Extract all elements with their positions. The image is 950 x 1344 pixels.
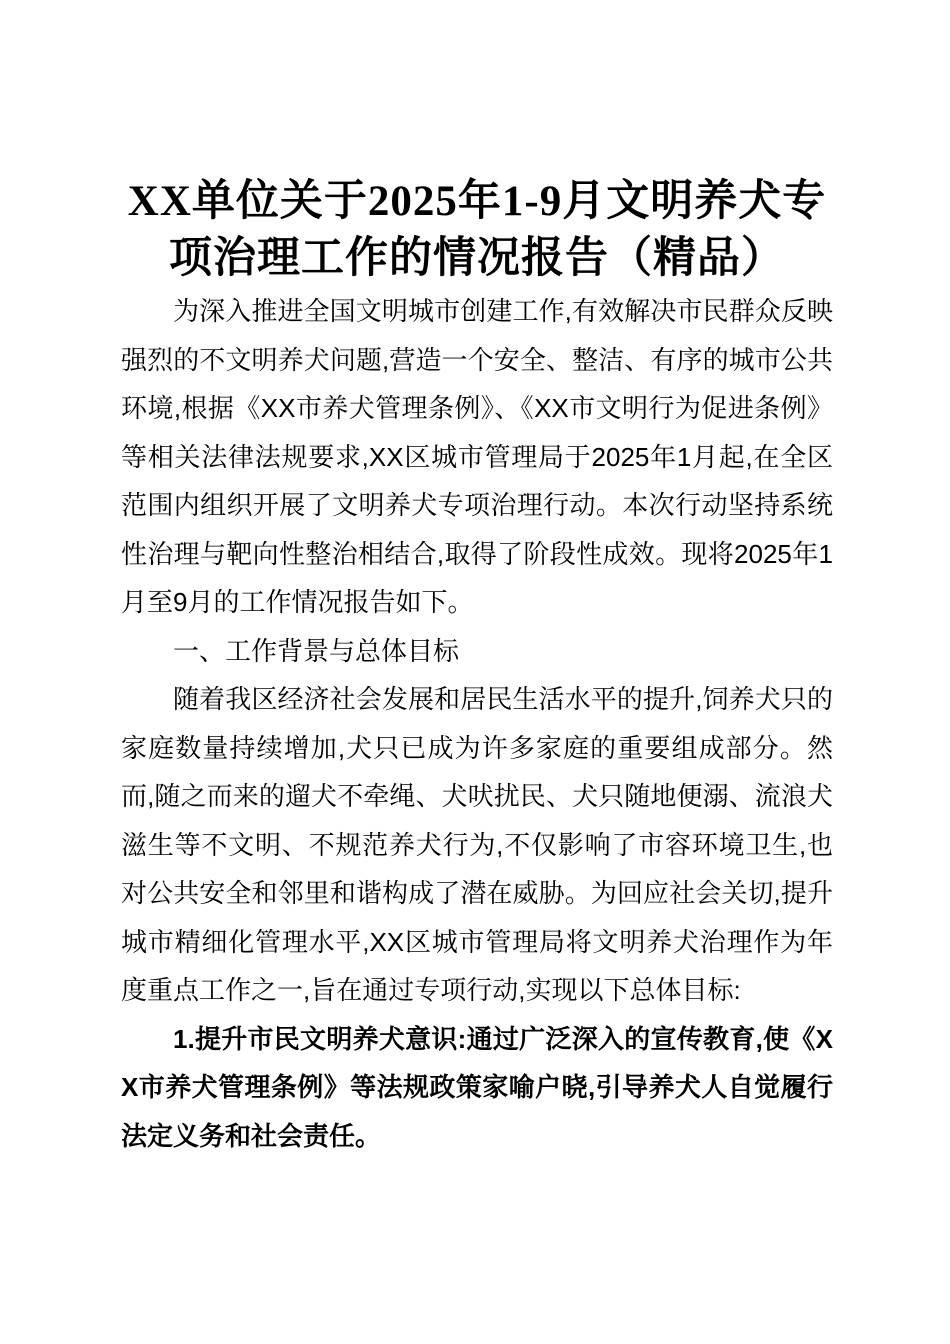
paragraph-intro: 为深入推进全国文明城市创建工作,有效解决市民群众反映强烈的不文明养犬问题,营造一个安全、整洁、有序的城市公共环境,根据《XX市养犬管理条例》、《XX市文明行为促进条例》等相关法律法规要求,XX区城市管理局于2025年1月起,在全区范围内组织开展了文明养犬专项治理行动。本次行动坚持系统性治理与靶向性整治相结合,取得了阶段性成效。现将2025年1月至9月的工作情况报告如下。	[121, 296, 833, 617]
paragraph-goal-1: 1.提升市民文明养犬意识:通过广泛深入的宣传教育,使《XX市养犬管理条例》等法规政策家喻户晓,引导养犬人自觉履行法定义务和社会责任。	[121, 1023, 833, 1151]
section-heading-1: 一、工作背景与总体目标	[173, 635, 460, 666]
document-title: XX单位关于2025年1-9月文明养犬专项治理工作的情况报告（精品）	[127, 178, 827, 282]
paragraph-background: 随着我区经济社会发展和居民生活水平的提升,饲养犬只的家庭数量持续增加,犬只已成为许多家庭的重要组成部分。然而,随之而来的遛犬不牵绳、犬吠扰民、犬只随地便溺、流浪犬滋生等不文明、不规范养犬行为,不仅影响了市容环境卫生,也对公共安全和邻里和谐构成了潜在威胁。为回应社会关切,提升城市精细化管理水平,XX区城市管理局将文明养犬治理作为年度重点工作之一,旨在通过专项行动,实现以下总体目标:	[121, 684, 833, 1005]
